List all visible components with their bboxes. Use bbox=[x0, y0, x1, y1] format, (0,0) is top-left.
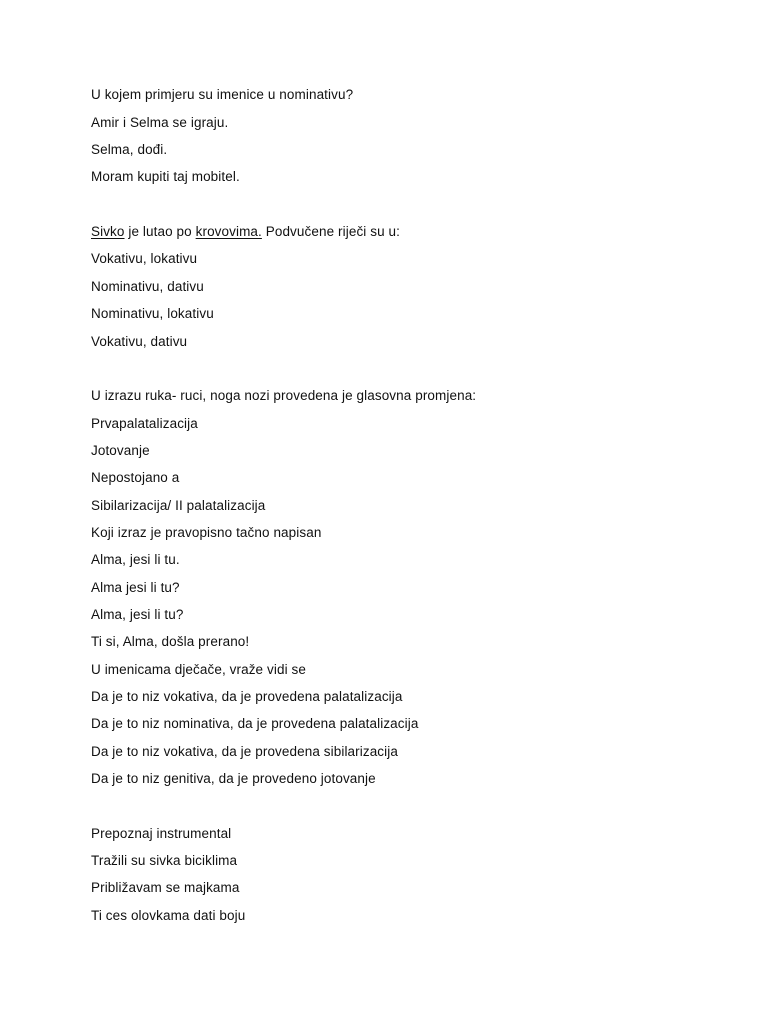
q1-answer-1: Amir i Selma se igraju. bbox=[91, 115, 229, 130]
q3-answer-2: Jotovanje bbox=[91, 443, 150, 458]
q6-answer-3: Ti ces olovkama dati boju bbox=[91, 908, 246, 923]
question-2-text-b: Podvučene riječi su u: bbox=[261, 224, 401, 239]
q5-answer-2: Da je to niz nominativa, da je provedena palatalizacija bbox=[91, 716, 419, 731]
question-4: Koji izraz je pravopisno tačno napisan bbox=[91, 525, 322, 540]
q2-answer-1: Vokativu, lokativu bbox=[91, 251, 198, 266]
question-3: U izrazu ruka- ruci, noga nozi provedena je glasovna promjena: bbox=[91, 388, 477, 403]
q5-answer-1: Da je to niz vokativa, da je provedena palatalizacija bbox=[91, 689, 403, 704]
q2-answer-4: Vokativu, dativu bbox=[91, 334, 188, 349]
q5-answer-3: Da je to niz vokativa, da je provedena sibilarizacija bbox=[91, 744, 398, 759]
q2-answer-3: Nominativu, lokativu bbox=[91, 306, 214, 321]
q1-answer-2: Selma, dođi. bbox=[91, 142, 168, 157]
q3-answer-3: Nepostojano a bbox=[91, 470, 180, 485]
question-2-text-a: je lutao po bbox=[124, 224, 196, 239]
q4-answer-3: Alma, jesi li tu? bbox=[91, 607, 184, 622]
q4-answer-4: Ti si, Alma, došla prerano! bbox=[91, 634, 250, 649]
question-2 bbox=[91, 223, 400, 241]
underlined-word-sivko: Sivko bbox=[91, 224, 125, 239]
question-1: U kojem primjeru su imenice u nominativu? bbox=[91, 87, 354, 102]
q1-answer-3: Moram kupiti taj mobitel. bbox=[91, 169, 240, 184]
q4-answer-2: Alma jesi li tu? bbox=[91, 580, 180, 595]
q6-answer-1: Tražili su sivka biciklima bbox=[91, 853, 238, 868]
underlined-word-krovovima: krovovima. bbox=[195, 224, 262, 239]
q6-answer-2: Približavam se majkama bbox=[91, 880, 240, 895]
q2-answer-2: Nominativu, dativu bbox=[91, 279, 204, 294]
q3-answer-4: Sibilarizacija/ II palatalizacija bbox=[91, 498, 266, 513]
question-6: Prepoznaj instrumental bbox=[91, 826, 232, 841]
q4-answer-1: Alma, jesi li tu. bbox=[91, 552, 180, 567]
q5-answer-4: Da je to niz genitiva, da je provedeno jotovanje bbox=[91, 771, 376, 786]
question-5: U imenicama dječače, vraže vidi se bbox=[91, 662, 306, 677]
q3-answer-1: Prvapalatalizacija bbox=[91, 416, 198, 431]
